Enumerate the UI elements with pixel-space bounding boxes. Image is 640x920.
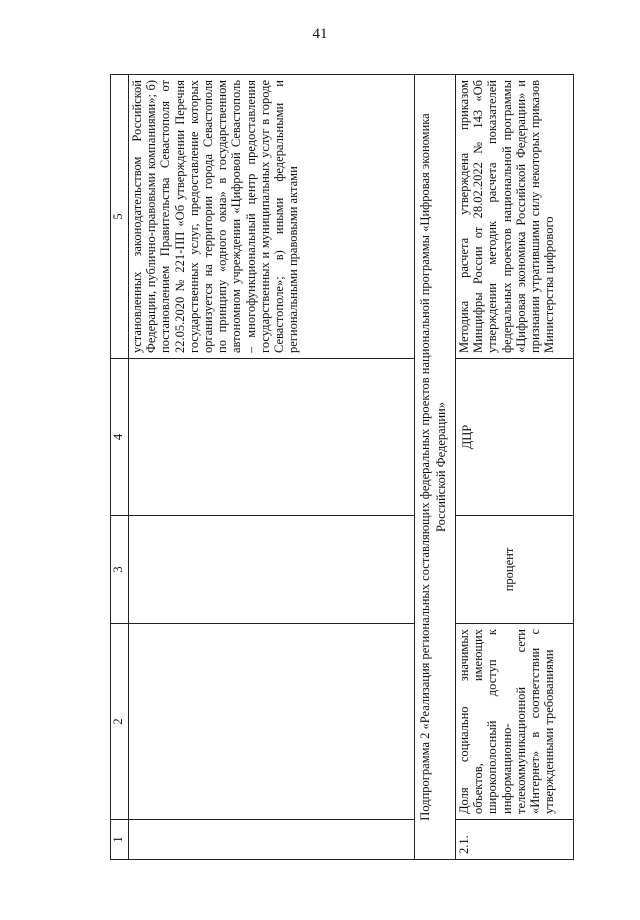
row2-col5: Методика расчета утверждена приказом Минцифры России от 28.02.2022 № 143 «Об утверждении методик расчета показателей федеральных проектов национальной программы «Цифровая экономика Российской Федерации» и признании утратившими силу некоторых приказов Министерства цифрового (456, 75, 574, 359)
row1-col1 (129, 820, 415, 860)
row2-col4: ДЦР (456, 359, 574, 516)
table-row (129, 75, 415, 860)
row2-col1: 2.1. (456, 820, 574, 860)
row2-col3: процент (456, 516, 574, 624)
row1-col5: установленных законодательством Российской Федерации, публично-правовыми компаниями»; б) постановлением Правительства Севастополя от 22.05.2020 № 221-ПП «Об утверждении Перечня государственных услуг, предоставление которых организуется на территории города Севастополя по принципу «одного окна» в государственном автономном учреждении «Цифровой Севастополь – многофункциональный центр предоставления государственных и муниципальных услуг в городе Севастополе»; в) иными федеральными и региональными правовыми актами (129, 75, 415, 359)
row1-col3 (129, 516, 415, 624)
row1-col4 (129, 359, 415, 516)
header-col-5: 5 (111, 75, 129, 359)
rotated-table-container (110, 75, 614, 860)
row1-col2 (129, 624, 415, 820)
subprogram-title: Подпрограмма 2 «Реализация региональных составляющих федеральных проектов национальной программы «Цифровая экономика Российской Федерации» (415, 75, 456, 860)
indicator-table (110, 74, 574, 860)
header-col-1: 1 (111, 820, 129, 860)
subprogram-row (415, 75, 456, 860)
header-col-4: 4 (111, 359, 129, 516)
table-row (456, 75, 574, 860)
header-col-3: 3 (111, 516, 129, 624)
header-col-2: 2 (111, 624, 129, 820)
page-number: 41 (312, 26, 328, 42)
table-header-row (111, 75, 129, 860)
row2-col2: Доля социально значимых объектов, имеющих широкополосный доступ к информационно-телекоммуникационной сети «Интернет» в соответствии с утвержденными требованиями (456, 624, 574, 820)
